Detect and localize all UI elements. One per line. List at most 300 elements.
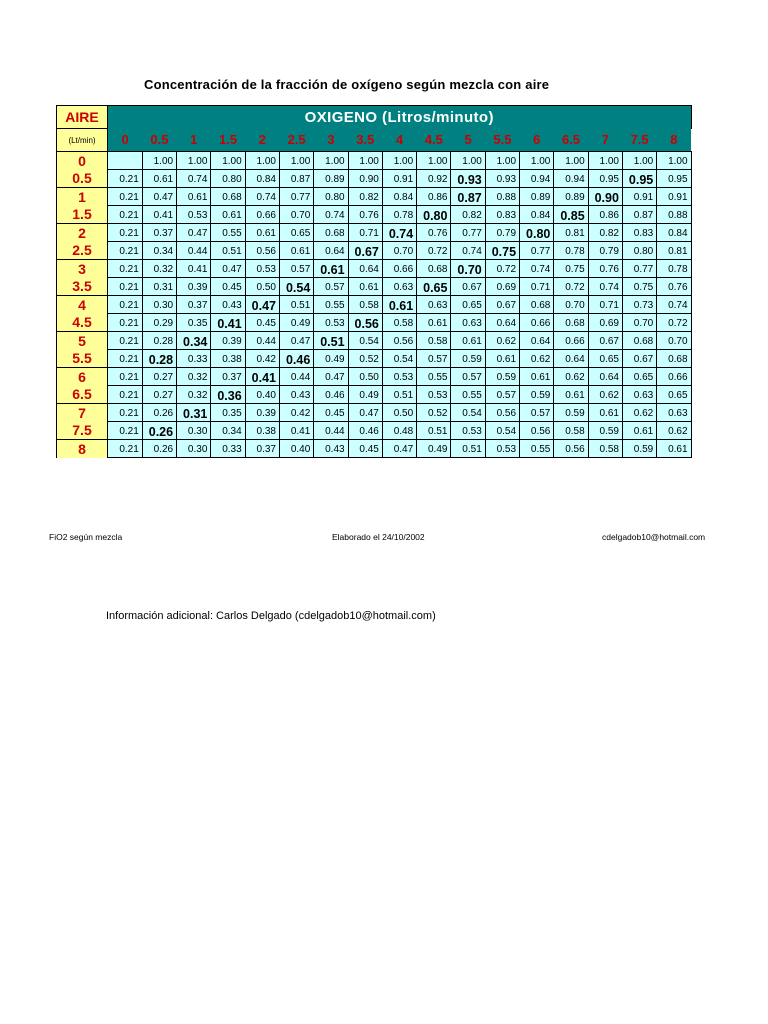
fio2-cell: 1.00 bbox=[142, 152, 176, 170]
fio2-cell: 0.58 bbox=[348, 296, 382, 314]
fio2-cell: 0.46 bbox=[314, 386, 348, 404]
fio2-cell: 0.62 bbox=[622, 404, 656, 422]
fio2-cell: 0.61 bbox=[622, 422, 656, 440]
fio2-cell: 0.74 bbox=[314, 206, 348, 224]
fio2-cell: 0.49 bbox=[348, 386, 382, 404]
fio2-cell: 0.63 bbox=[622, 386, 656, 404]
fio2-cell: 1.00 bbox=[245, 152, 279, 170]
fio2-cell: 0.70 bbox=[279, 206, 313, 224]
fio2-cell: 0.82 bbox=[348, 188, 382, 206]
fio2-cell: 0.68 bbox=[554, 314, 588, 332]
fio2-cell: 0.71 bbox=[588, 296, 622, 314]
fio2-cell: 0.58 bbox=[417, 332, 451, 350]
fio2-cell: 0.46 bbox=[279, 350, 313, 368]
footer-email: cdelgadob10@hotmail.com bbox=[602, 532, 706, 542]
oxygen-flow-header: 3 bbox=[314, 129, 348, 152]
fio2-cell: 0.49 bbox=[279, 314, 313, 332]
fio2-cell: 0.21 bbox=[108, 350, 143, 368]
fio2-cell: 0.64 bbox=[554, 350, 588, 368]
air-flow-label: 6.5 bbox=[57, 386, 108, 404]
fio2-cell: 0.79 bbox=[588, 242, 622, 260]
table-row bbox=[57, 404, 692, 422]
oxygen-flow-header: 6 bbox=[520, 129, 554, 152]
fio2-cell: 0.75 bbox=[622, 278, 656, 296]
page-title: Concentración de la fracción de oxígeno según mezcla con aire bbox=[144, 77, 550, 92]
fio2-cell: 0.53 bbox=[451, 422, 485, 440]
fio2-cell: 1.00 bbox=[348, 152, 382, 170]
fio2-cell: 0.72 bbox=[485, 260, 519, 278]
fio2-cell: 0.66 bbox=[554, 332, 588, 350]
fio2-cell: 0.61 bbox=[417, 314, 451, 332]
fio2-cell: 0.53 bbox=[417, 386, 451, 404]
fio2-cell: 0.70 bbox=[657, 332, 691, 350]
fio2-cell: 0.71 bbox=[520, 278, 554, 296]
fio2-cell: 0.76 bbox=[417, 224, 451, 242]
fio2-cell: 0.40 bbox=[279, 440, 313, 458]
fio2-cell: 0.37 bbox=[142, 224, 176, 242]
table-row bbox=[57, 440, 692, 458]
oxygen-flow-header: 2 bbox=[245, 129, 279, 152]
fio2-cell: 0.74 bbox=[451, 242, 485, 260]
fio2-cell: 0.44 bbox=[314, 422, 348, 440]
fio2-cell: 0.64 bbox=[520, 332, 554, 350]
fio2-cell: 0.80 bbox=[211, 170, 245, 188]
table-row bbox=[57, 260, 692, 278]
fio2-cell: 0.92 bbox=[417, 170, 451, 188]
fio2-cell: 0.56 bbox=[382, 332, 416, 350]
fio2-cell: 0.37 bbox=[211, 368, 245, 386]
fio2-cell: 0.61 bbox=[211, 206, 245, 224]
fio2-cell: 0.61 bbox=[485, 350, 519, 368]
fio2-cell: 0.54 bbox=[451, 404, 485, 422]
fio2-cell: 0.32 bbox=[177, 368, 211, 386]
fio2-cell: 0.59 bbox=[520, 386, 554, 404]
fio2-cell: 0.66 bbox=[382, 260, 416, 278]
fio2-cell: 0.56 bbox=[520, 422, 554, 440]
fio2-cell: 0.87 bbox=[451, 188, 485, 206]
fio2-cell: 0.80 bbox=[417, 206, 451, 224]
fio2-cell: 0.62 bbox=[657, 422, 691, 440]
fio2-cell: 0.30 bbox=[142, 296, 176, 314]
fio2-cell: 0.54 bbox=[348, 332, 382, 350]
fio2-cell: 0.74 bbox=[588, 278, 622, 296]
fio2-table bbox=[56, 105, 692, 458]
fio2-cell: 0.41 bbox=[142, 206, 176, 224]
fio2-cell: 0.61 bbox=[520, 368, 554, 386]
fio2-cell: 0.77 bbox=[279, 188, 313, 206]
oxygen-flow-header: 6.5 bbox=[554, 129, 588, 152]
table-row bbox=[57, 314, 692, 332]
fio2-cell: 0.56 bbox=[554, 440, 588, 458]
air-flow-label: 4.5 bbox=[57, 314, 108, 332]
air-flow-label: 6 bbox=[57, 368, 108, 386]
fio2-cell: 0.51 bbox=[314, 332, 348, 350]
fio2-cell: 0.89 bbox=[314, 170, 348, 188]
fio2-cell: 0.50 bbox=[245, 278, 279, 296]
fio2-cell: 0.53 bbox=[382, 368, 416, 386]
fio2-cell: 0.93 bbox=[485, 170, 519, 188]
fio2-cell: 0.50 bbox=[348, 368, 382, 386]
fio2-cell: 0.75 bbox=[554, 260, 588, 278]
fio2-cell: 0.44 bbox=[279, 368, 313, 386]
air-flow-label: 0 bbox=[57, 152, 108, 170]
air-flow-label: 2.5 bbox=[57, 242, 108, 260]
table-row bbox=[57, 332, 692, 350]
fio2-cell: 0.45 bbox=[211, 278, 245, 296]
table-row bbox=[57, 368, 692, 386]
fio2-cell: 0.95 bbox=[622, 170, 656, 188]
fio2-cell: 0.26 bbox=[142, 404, 176, 422]
fio2-cell: 0.79 bbox=[485, 224, 519, 242]
fio2-cell: 0.42 bbox=[245, 350, 279, 368]
fio2-cell: 0.63 bbox=[417, 296, 451, 314]
fio2-cell: 0.64 bbox=[348, 260, 382, 278]
fio2-cell: 0.94 bbox=[554, 170, 588, 188]
table-row bbox=[57, 152, 692, 170]
table-row bbox=[57, 350, 692, 368]
fio2-cell: 0.95 bbox=[588, 170, 622, 188]
fio2-cell: 0.21 bbox=[108, 332, 143, 350]
fio2-cell: 0.43 bbox=[314, 440, 348, 458]
fio2-cell: 0.90 bbox=[588, 188, 622, 206]
fio2-cell: 0.43 bbox=[211, 296, 245, 314]
table-row bbox=[57, 206, 692, 224]
fio2-cell: 0.65 bbox=[588, 350, 622, 368]
air-flow-label: 2 bbox=[57, 224, 108, 242]
fio2-cell: 0.32 bbox=[142, 260, 176, 278]
fio2-cell: 0.88 bbox=[485, 188, 519, 206]
fio2-cell: 0.67 bbox=[451, 278, 485, 296]
fio2-cell: 0.68 bbox=[417, 260, 451, 278]
fio2-cell: 0.47 bbox=[382, 440, 416, 458]
fio2-cell: 0.21 bbox=[108, 260, 143, 278]
fio2-cell bbox=[108, 152, 143, 170]
footer-left: FiO2 según mezcla bbox=[49, 532, 123, 542]
fio2-cell: 0.61 bbox=[657, 440, 691, 458]
fio2-cell: 0.84 bbox=[382, 188, 416, 206]
fio2-cell: 0.57 bbox=[485, 386, 519, 404]
fio2-cell: 0.21 bbox=[108, 188, 143, 206]
oxygen-flow-header: 7.5 bbox=[622, 129, 656, 152]
air-flow-label: 8 bbox=[57, 440, 108, 458]
fio2-cell: 0.37 bbox=[245, 440, 279, 458]
fio2-cell: 0.95 bbox=[657, 170, 691, 188]
fio2-cell: 0.41 bbox=[177, 260, 211, 278]
fio2-cell: 0.55 bbox=[314, 296, 348, 314]
fio2-cell: 0.89 bbox=[554, 188, 588, 206]
air-flow-label: 4 bbox=[57, 296, 108, 314]
fio2-cell: 0.73 bbox=[622, 296, 656, 314]
fio2-cell: 0.21 bbox=[108, 404, 143, 422]
air-flow-label: 5.5 bbox=[57, 350, 108, 368]
fio2-cell: 0.82 bbox=[451, 206, 485, 224]
fio2-cell: 0.46 bbox=[348, 422, 382, 440]
fio2-cell: 0.49 bbox=[314, 350, 348, 368]
table-row bbox=[57, 170, 692, 188]
fio2-cell: 0.69 bbox=[588, 314, 622, 332]
fio2-cell: 0.84 bbox=[520, 206, 554, 224]
fio2-cell: 0.42 bbox=[279, 404, 313, 422]
additional-info: Información adicional: Carlos Delgado (cdelgadob10@hotmail.com) bbox=[106, 610, 436, 622]
fio2-cell: 0.21 bbox=[108, 422, 143, 440]
fio2-cell: 0.47 bbox=[142, 188, 176, 206]
fio2-cell: 0.47 bbox=[245, 296, 279, 314]
fio2-cell: 0.53 bbox=[245, 260, 279, 278]
fio2-cell: 0.87 bbox=[622, 206, 656, 224]
fio2-cell: 1.00 bbox=[622, 152, 656, 170]
oxigeno-header: OXIGENO (Litros/minuto) bbox=[108, 106, 692, 129]
fio2-cell: 0.66 bbox=[520, 314, 554, 332]
oxygen-flow-header: 2.5 bbox=[279, 129, 313, 152]
fio2-cell: 0.91 bbox=[382, 170, 416, 188]
aire-unit: (Lt/min) bbox=[57, 129, 108, 152]
air-flow-label: 3.5 bbox=[57, 278, 108, 296]
fio2-cell: 0.65 bbox=[279, 224, 313, 242]
fio2-cell: 1.00 bbox=[657, 152, 691, 170]
table-row bbox=[57, 422, 692, 440]
fio2-cell: 1.00 bbox=[211, 152, 245, 170]
oxygen-flow-header: 4 bbox=[382, 129, 416, 152]
fio2-cell: 0.68 bbox=[622, 332, 656, 350]
oxygen-flow-header: 8 bbox=[657, 129, 691, 152]
fio2-cell: 0.55 bbox=[417, 368, 451, 386]
fio2-cell: 0.63 bbox=[657, 404, 691, 422]
fio2-cell: 0.47 bbox=[177, 224, 211, 242]
fio2-cell: 0.80 bbox=[314, 188, 348, 206]
fio2-cell: 0.74 bbox=[177, 170, 211, 188]
fio2-cell: 0.77 bbox=[520, 242, 554, 260]
fio2-cell: 0.59 bbox=[622, 440, 656, 458]
fio2-cell: 0.21 bbox=[108, 170, 143, 188]
table-row bbox=[57, 386, 692, 404]
fio2-cell: 0.57 bbox=[314, 278, 348, 296]
fio2-cell: 0.62 bbox=[588, 386, 622, 404]
fio2-cell: 0.57 bbox=[520, 404, 554, 422]
fio2-cell: 0.91 bbox=[622, 188, 656, 206]
fio2-cell: 0.80 bbox=[622, 242, 656, 260]
fio2-cell: 0.54 bbox=[382, 350, 416, 368]
fio2-cell: 0.31 bbox=[177, 404, 211, 422]
fio2-cell: 0.47 bbox=[314, 368, 348, 386]
fio2-cell: 0.77 bbox=[451, 224, 485, 242]
table-row bbox=[57, 278, 692, 296]
fio2-cell: 0.55 bbox=[451, 386, 485, 404]
fio2-cell: 0.89 bbox=[520, 188, 554, 206]
fio2-cell: 0.56 bbox=[245, 242, 279, 260]
fio2-cell: 0.68 bbox=[520, 296, 554, 314]
fio2-cell: 0.65 bbox=[657, 386, 691, 404]
fio2-cell: 0.34 bbox=[177, 332, 211, 350]
table-row bbox=[57, 188, 692, 206]
fio2-cell: 0.53 bbox=[485, 440, 519, 458]
fio2-cell: 0.74 bbox=[657, 296, 691, 314]
fio2-cell: 0.64 bbox=[485, 314, 519, 332]
fio2-cell: 0.21 bbox=[108, 224, 143, 242]
fio2-cell: 0.68 bbox=[211, 188, 245, 206]
fio2-cell: 0.53 bbox=[177, 206, 211, 224]
fio2-cell: 0.78 bbox=[382, 206, 416, 224]
fio2-cell: 0.72 bbox=[417, 242, 451, 260]
fio2-cell: 0.21 bbox=[108, 368, 143, 386]
fio2-cell: 0.44 bbox=[245, 332, 279, 350]
fio2-cell: 0.35 bbox=[211, 404, 245, 422]
fio2-cell: 0.51 bbox=[279, 296, 313, 314]
table-row bbox=[57, 296, 692, 314]
table-row bbox=[57, 224, 692, 242]
fio2-cell: 0.50 bbox=[382, 404, 416, 422]
fio2-cell: 0.61 bbox=[382, 296, 416, 314]
fio2-cell: 0.21 bbox=[108, 440, 143, 458]
fio2-cell: 0.39 bbox=[177, 278, 211, 296]
air-flow-label: 5 bbox=[57, 332, 108, 350]
fio2-cell: 0.65 bbox=[417, 278, 451, 296]
oxygen-flow-header: 3.5 bbox=[348, 129, 382, 152]
fio2-cell: 0.54 bbox=[485, 422, 519, 440]
fio2-cell: 0.57 bbox=[279, 260, 313, 278]
fio2-cell: 0.56 bbox=[348, 314, 382, 332]
fio2-cell: 0.51 bbox=[451, 440, 485, 458]
fio2-cell: 0.61 bbox=[279, 242, 313, 260]
fio2-cell: 0.88 bbox=[657, 206, 691, 224]
fio2-cell: 0.94 bbox=[520, 170, 554, 188]
fio2-cell: 0.61 bbox=[348, 278, 382, 296]
fio2-cell: 0.34 bbox=[142, 242, 176, 260]
fio2-cell: 0.45 bbox=[245, 314, 279, 332]
fio2-cell: 0.61 bbox=[142, 170, 176, 188]
fio2-cell: 1.00 bbox=[279, 152, 313, 170]
oxygen-flow-header: 0 bbox=[108, 129, 143, 152]
fio2-cell: 0.74 bbox=[520, 260, 554, 278]
air-flow-label: 7 bbox=[57, 404, 108, 422]
fio2-cell: 0.93 bbox=[451, 170, 485, 188]
fio2-cell: 0.47 bbox=[279, 332, 313, 350]
fio2-cell: 0.45 bbox=[314, 404, 348, 422]
fio2-cell: 0.59 bbox=[588, 422, 622, 440]
fio2-cell: 0.74 bbox=[245, 188, 279, 206]
fio2-cell: 0.84 bbox=[245, 170, 279, 188]
fio2-cell: 0.64 bbox=[588, 368, 622, 386]
fio2-cell: 0.43 bbox=[279, 386, 313, 404]
fio2-cell: 0.91 bbox=[657, 188, 691, 206]
fio2-cell: 0.28 bbox=[142, 350, 176, 368]
air-flow-label: 1.5 bbox=[57, 206, 108, 224]
fio2-cell: 0.36 bbox=[211, 386, 245, 404]
fio2-cell: 0.82 bbox=[588, 224, 622, 242]
fio2-cell: 0.70 bbox=[382, 242, 416, 260]
fio2-cell: 0.80 bbox=[520, 224, 554, 242]
fio2-cell: 1.00 bbox=[382, 152, 416, 170]
fio2-cell: 0.72 bbox=[554, 278, 588, 296]
fio2-cell: 0.55 bbox=[520, 440, 554, 458]
fio2-cell: 0.59 bbox=[554, 404, 588, 422]
fio2-cell: 1.00 bbox=[177, 152, 211, 170]
fio2-cell: 0.21 bbox=[108, 386, 143, 404]
fio2-cell: 1.00 bbox=[485, 152, 519, 170]
fio2-cell: 1.00 bbox=[314, 152, 348, 170]
fio2-cell: 0.61 bbox=[314, 260, 348, 278]
fio2-cell: 0.57 bbox=[451, 368, 485, 386]
fio2-cell: 0.70 bbox=[622, 314, 656, 332]
fio2-cell: 0.21 bbox=[108, 206, 143, 224]
fio2-cell: 0.27 bbox=[142, 386, 176, 404]
fio2-cell: 0.59 bbox=[451, 350, 485, 368]
fio2-cell: 0.41 bbox=[211, 314, 245, 332]
fio2-cell: 0.52 bbox=[417, 404, 451, 422]
fio2-cell: 0.33 bbox=[177, 350, 211, 368]
fio2-cell: 0.85 bbox=[554, 206, 588, 224]
fio2-cell: 0.59 bbox=[485, 368, 519, 386]
fio2-cell: 0.67 bbox=[348, 242, 382, 260]
fio2-cell: 0.51 bbox=[417, 422, 451, 440]
fio2-cell: 0.86 bbox=[417, 188, 451, 206]
fio2-cell: 0.47 bbox=[348, 404, 382, 422]
fio2-cell: 0.68 bbox=[314, 224, 348, 242]
fio2-cell: 0.34 bbox=[211, 422, 245, 440]
fio2-cell: 0.66 bbox=[657, 368, 691, 386]
air-flow-label: 0.5 bbox=[57, 170, 108, 188]
fio2-cell: 0.49 bbox=[417, 440, 451, 458]
fio2-cell: 0.76 bbox=[657, 278, 691, 296]
fio2-cell: 0.38 bbox=[211, 350, 245, 368]
fio2-cell: 0.62 bbox=[554, 368, 588, 386]
fio2-cell: 0.70 bbox=[554, 296, 588, 314]
air-flow-label: 1 bbox=[57, 188, 108, 206]
fio2-cell: 0.30 bbox=[177, 422, 211, 440]
fio2-cell: 0.37 bbox=[177, 296, 211, 314]
fio2-cell: 0.81 bbox=[657, 242, 691, 260]
fio2-cell: 0.21 bbox=[108, 296, 143, 314]
fio2-cell: 0.56 bbox=[485, 404, 519, 422]
fio2-cell: 0.65 bbox=[451, 296, 485, 314]
fio2-cell: 0.71 bbox=[348, 224, 382, 242]
fio2-cell: 0.26 bbox=[142, 440, 176, 458]
fio2-cell: 0.68 bbox=[657, 350, 691, 368]
fio2-cell: 0.67 bbox=[622, 350, 656, 368]
fio2-cell: 0.75 bbox=[485, 242, 519, 260]
fio2-cell: 0.47 bbox=[211, 260, 245, 278]
fio2-cell: 0.78 bbox=[657, 260, 691, 278]
fio2-cell: 0.38 bbox=[245, 422, 279, 440]
air-flow-label: 7.5 bbox=[57, 422, 108, 440]
fio2-cell: 0.21 bbox=[108, 314, 143, 332]
table-row bbox=[57, 242, 692, 260]
fio2-cell: 1.00 bbox=[417, 152, 451, 170]
air-flow-label: 3 bbox=[57, 260, 108, 278]
fio2-cell: 0.76 bbox=[588, 260, 622, 278]
oxygen-flow-header: 4.5 bbox=[417, 129, 451, 152]
fio2-cell: 0.61 bbox=[245, 224, 279, 242]
fio2-cell: 0.86 bbox=[588, 206, 622, 224]
fio2-cell: 0.62 bbox=[520, 350, 554, 368]
fio2-cell: 1.00 bbox=[554, 152, 588, 170]
fio2-cell: 0.30 bbox=[177, 440, 211, 458]
fio2-cell: 0.81 bbox=[554, 224, 588, 242]
fio2-cell: 0.39 bbox=[245, 404, 279, 422]
fio2-cell: 0.66 bbox=[245, 206, 279, 224]
fio2-cell: 0.62 bbox=[485, 332, 519, 350]
fio2-cell: 0.44 bbox=[177, 242, 211, 260]
fio2-cell: 0.26 bbox=[142, 422, 176, 440]
fio2-cell: 0.52 bbox=[348, 350, 382, 368]
fio2-cell: 0.70 bbox=[451, 260, 485, 278]
fio2-cell: 0.21 bbox=[108, 242, 143, 260]
fio2-cell: 0.41 bbox=[245, 368, 279, 386]
fio2-cell: 0.40 bbox=[245, 386, 279, 404]
fio2-cell: 0.41 bbox=[279, 422, 313, 440]
fio2-cell: 0.67 bbox=[485, 296, 519, 314]
fio2-cell: 0.58 bbox=[554, 422, 588, 440]
aire-header: AIRE bbox=[57, 106, 108, 129]
